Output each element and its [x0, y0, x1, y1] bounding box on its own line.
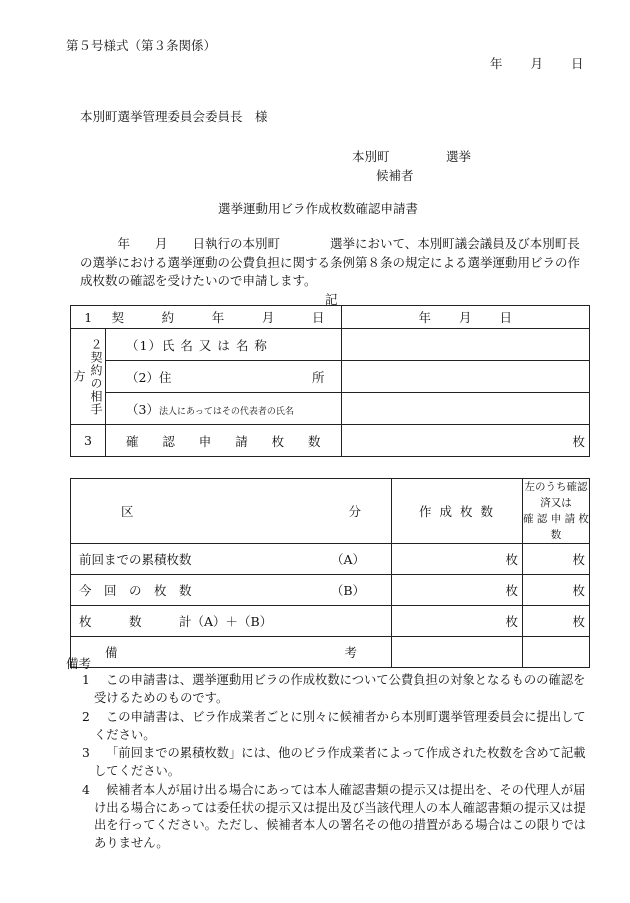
row-cumulative-label: 前回までの累積枚数 （A） — [71, 544, 392, 575]
applicant-election: 選挙 — [446, 149, 472, 164]
note-item-1: 1 この申請書は、選挙運動用ビラの作成枚数について公費負担の対象となるものの確認を受けるためのものです。 — [82, 673, 586, 705]
row1-num: 1 — [71, 306, 106, 329]
row-total-label: 枚 数 計（A）＋（B） — [71, 606, 392, 637]
row-total-unit2: 枚 — [523, 606, 590, 637]
party-representative-label: （3）法人にあってはその代表者の氏名 — [106, 393, 342, 425]
header-confirmed: 左のうち確認済又は 確 認 申 請 枚 数 — [523, 479, 590, 544]
count-table — [70, 478, 590, 668]
applicant-candidate: 候補者 — [376, 168, 414, 183]
row3-label: 確 認 申 請 枚 数 — [106, 425, 342, 457]
notes-heading: 備考 — [66, 656, 92, 671]
header-kubun: 区 分 — [71, 479, 392, 544]
row-current-unit1: 枚 — [392, 575, 523, 606]
row-current-unit2: 枚 — [523, 575, 590, 606]
contract-table — [70, 305, 590, 457]
form-number: 第５号様式（第３条関係） — [66, 38, 217, 53]
addressee: 本別町選挙管理委員会委員長 様 — [80, 109, 268, 124]
party-name-label: （1）氏 名 又 は 名 称 — [106, 329, 342, 361]
row-current-label: 今 回 の 枚 数 （B） — [71, 575, 392, 606]
date-month: 月 — [530, 56, 544, 71]
row3-unit: 枚 — [341, 425, 590, 457]
party-address-value — [341, 361, 590, 393]
row-cumulative-unit2: 枚 — [523, 544, 590, 575]
date-year: 年 — [490, 56, 503, 71]
party-address-label: （2）住 所 — [106, 361, 342, 393]
note-item-2: 2 この申請書は、ビラ作成業者ごとに別々に候補者から本別町選挙管理委員会に提出してください。 — [82, 710, 586, 742]
row-total-unit1: 枚 — [392, 606, 523, 637]
document-title: 選挙運動用ビラ作成枚数確認申請書 — [218, 201, 419, 216]
row-cumulative-unit1: 枚 — [392, 544, 523, 575]
row1-value: 年 月 日 — [341, 306, 590, 329]
remarks-value1 — [392, 637, 523, 668]
date-line — [490, 54, 584, 72]
note-item-4: 4 候補者本人が届け出る場合にあっては本人確認書類の提示又は提出を、その代理人が届け出る場合にあっては委任状の提示又は提出及び当該代理人の本人確認書類の提示又は提出を行ってください。ただし、候補者本人の署名その他の措置がある場合はこの限りではありません。 — [82, 783, 586, 850]
party-representative-value — [341, 393, 590, 425]
body-text: 年 月 日執行の本別町 選挙において、本別町議会議員及び本別町長の選挙における選挙運動の公費負担に関する条例第８条の規定による選挙運動用ビラの作成枚数の確認を受けたいので申請します。 — [80, 236, 581, 288]
ki-label: 記 — [325, 292, 338, 307]
contract-party-side-label: ２契約の相手方 — [71, 329, 106, 425]
header-sakusei: 作 成 枚 数 — [392, 479, 523, 544]
party-name-value — [341, 329, 590, 361]
row1-label: 契 約 年 月 日 — [106, 306, 342, 329]
note-item-3: 3 「前回までの累積枚数」には、他のビラ作成業者によって作成された枚数を含めて記載してください。 — [82, 746, 586, 778]
row3-num: 3 — [71, 425, 106, 457]
remarks-label: 備 考 — [71, 637, 392, 668]
date-day: 日 — [571, 56, 584, 71]
applicant-town: 本別町 — [352, 149, 390, 164]
remarks-value2 — [523, 637, 590, 668]
